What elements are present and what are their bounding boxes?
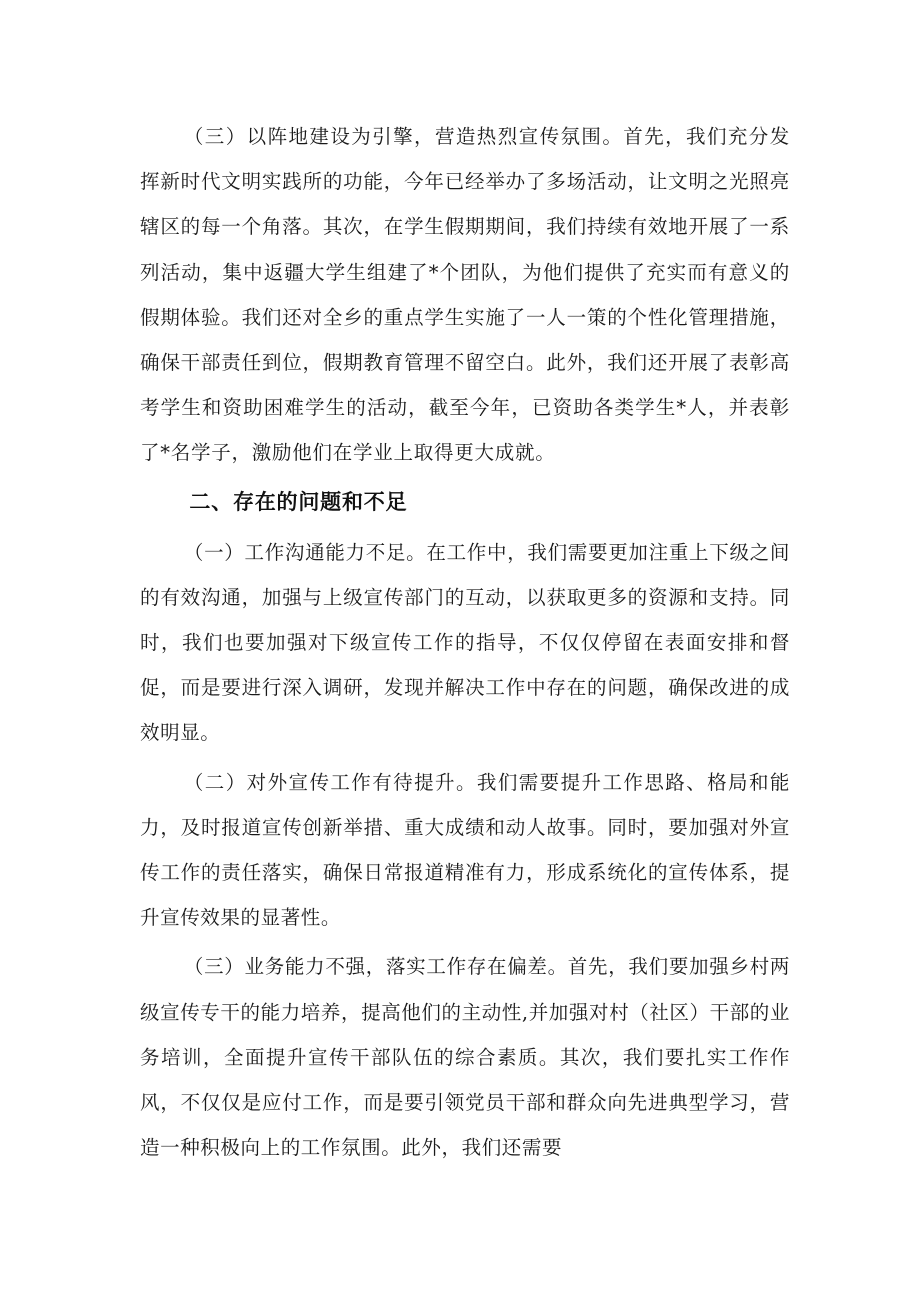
section-heading-problems: 二、存在的问题和不足 — [189, 489, 408, 514]
paragraph-external-publicity: （二）对外宣传工作有待提升。我们需要提升工作思路、格局和能力，及时报道宣传创新举措、重大成绩和动人故事。同时，要加强对外宣传工作的责任落实，确保日常报道精准有力，形成系统化的宣传体系，提升宣传效果的显著性。 — [140, 770, 790, 930]
paragraph-business-capability: （三）业务能力不强，落实工作存在偏差。首先，我们要加强乡村两级宣传专干的能力培养，提高他们的主动性,并加强对村（社区）干部的业务培训，全面提升宣传干部队伍的综合素质。其次，我们要扎实工作作风，不仅仅是应付工作，而是要引领党员干部和群众向先进典型学习，营造一种积极向上的工作氛围。此外，我们还需要 — [140, 955, 790, 1160]
paragraph-position-building: （三）以阵地建设为引擎，营造热烈宣传氛围。首先，我们充分发挥新时代文明实践所的功能，今年已经举办了多场活动，让文明之光照亮辖区的每一个角落。其次，在学生假期期间，我们持续有效地开展了一系列活动，集中返疆大学生组建了*个团队，为他们提供了充实而有意义的假期体验。我们还对全乡的重点学生实施了一人一策的个性化管理措施，确保干部责任到位，假期教育管理不留空白。此外，我们还开展了表彰高考学生和资助困难学生的活动，截至今年，已资助各类学生*人，并表彰了*名学子，激励他们在学业上取得更大成就。 — [140, 125, 790, 465]
paragraph-communication: （一）工作沟通能力不足。在工作中，我们需要更加注重上下级之间的有效沟通，加强与上级宣传部门的互动，以获取更多的资源和支持。同时，我们也要加强对下级宣传工作的指导，不仅仅停留在表面安排和督促，而是要进行深入调研，发现并解决工作中存在的问题，确保改进的成效明显。 — [140, 540, 790, 745]
document-body — [140, 114, 790, 1170]
